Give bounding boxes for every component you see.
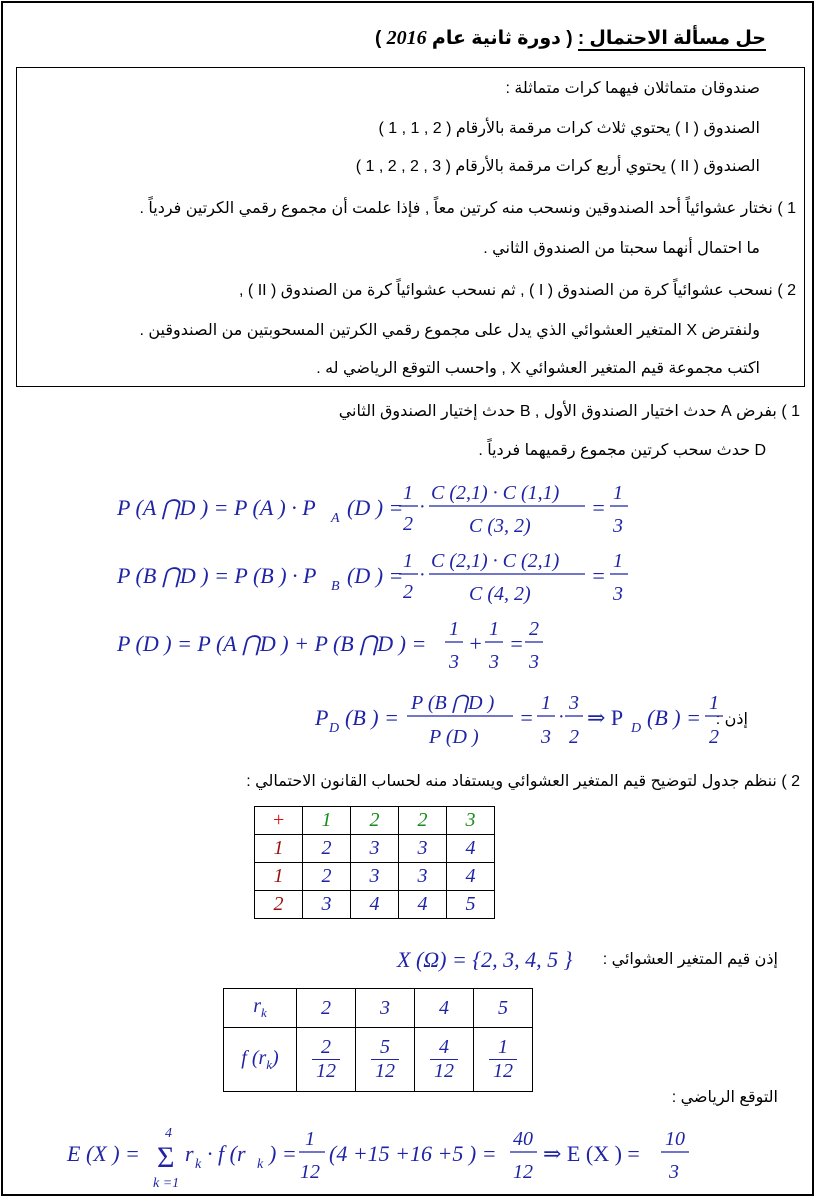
table-cell: 4 <box>415 989 474 1028</box>
eq2-rn: 1 <box>613 550 623 572</box>
eq3-ad: 3 <box>449 651 459 673</box>
eq2-rd: 3 <box>613 583 623 605</box>
distribution-table <box>223 988 533 1092</box>
page-title <box>375 27 766 50</box>
problem-box1: الصندوق ( I ) يحتوي ثلاث كرات مرقمة بالأرقام ( 2 , 1 , 1 ) <box>378 120 760 137</box>
eq4-sub: D <box>329 721 340 736</box>
table-cell: $\frac{2}{12}$ <box>297 1028 356 1092</box>
solution-s2-intro: 2 ) ننظم جدول لتوضيح قيم المتغير العشوائي ويستفاد منه لحساب القانون الاحتمالي : <box>246 773 800 790</box>
eq2-f2d: C (4, 2) <box>469 583 531 605</box>
svg-text:=: = <box>591 563 606 588</box>
eq4-bd: 2 <box>569 726 579 748</box>
expect-f1n: 1 <box>305 1128 315 1150</box>
eq4-impl: ⇒ P <box>587 705 624 730</box>
eq2-sub: B <box>331 579 340 594</box>
eq2-f1d: 2 <box>403 581 413 603</box>
omega-set <box>393 939 613 979</box>
sum-table-header <box>255 807 495 835</box>
eq2-f2n: C (2,1) · C (2,1) <box>431 550 560 572</box>
table-row <box>224 1028 533 1092</box>
eq2-mid: (D ) = <box>347 563 404 588</box>
sum-table <box>254 806 495 919</box>
table-row <box>224 989 533 1028</box>
table-cell: 2 <box>351 807 399 835</box>
problem-box2: الصندوق ( II ) يحتوي أربع كرات مرقمة بالأرقام ( 3 , 2 , 2 , 1 ) <box>355 158 760 175</box>
table-cell: + <box>255 807 303 835</box>
then-label: إذن : <box>715 711 748 728</box>
frk-label: f $(r_k)$ <box>224 1028 297 1092</box>
table-row <box>255 891 495 919</box>
eq4-fd: P (D ) <box>429 726 479 748</box>
eq4-rhs: (B ) = <box>647 705 701 730</box>
svg-text:=: = <box>509 631 524 656</box>
svg-text:=: = <box>591 495 606 520</box>
table-cell: 3 <box>351 863 399 891</box>
table-cell: 3 <box>303 891 351 919</box>
table-row <box>255 863 495 891</box>
eq3-bn: 1 <box>489 618 499 640</box>
page <box>1 1 814 1196</box>
eq4-ad: 3 <box>541 726 551 748</box>
expect-sum: Σ <box>157 1141 175 1174</box>
eq1-lhs: P (A ⋂D ) = P (A ) · P <box>117 495 316 520</box>
table-cell: 1 <box>255 863 303 891</box>
table-row <box>255 835 495 863</box>
table-cell: $\frac{5}{12}$ <box>356 1028 415 1092</box>
svg-text:·: · <box>419 564 426 586</box>
solution-s1-a: 1 ) بفرض A حدث اختيار الصندوق الأول , B حدث إختيار الصندوق الثاني <box>338 403 800 420</box>
eq1-f1d: 2 <box>403 513 413 535</box>
values-label: إذن قيم المتغير العشوائي : <box>602 951 778 968</box>
eq1-rn: 1 <box>613 482 623 504</box>
eq4-bn: 3 <box>569 692 579 714</box>
eq4-rd: 2 <box>709 726 719 748</box>
expect-term: r <box>185 1141 194 1166</box>
eq3-rd: 3 <box>529 651 539 673</box>
table-cell: 4 <box>399 891 447 919</box>
eq4-lhs: (B ) = <box>345 705 399 730</box>
eq3-bd: 3 <box>489 651 499 673</box>
svg-text:=: = <box>519 705 534 730</box>
eq4-rn: 1 <box>709 692 719 714</box>
table-cell: 4 <box>351 891 399 919</box>
expect-rn: 10 <box>665 1128 685 1150</box>
eq2-lhs: P (B ⋂D ) = P (B ) · P <box>117 563 317 588</box>
table-cell: $\frac{1}{12}$ <box>474 1028 533 1092</box>
equation-4 <box>311 683 731 753</box>
expect-termsub: k <box>195 1157 202 1172</box>
omega-text: X (Ω) = {2, 3, 4, 5 } <box>397 947 573 972</box>
eq1-sub: A <box>331 511 340 526</box>
table-cell: 5 <box>447 891 495 919</box>
table-cell: 2 <box>255 891 303 919</box>
eq1-f1n: 1 <box>403 482 413 504</box>
table-cell: 2 <box>297 989 356 1028</box>
expect-label: التوقع الرياضي : <box>671 1089 778 1106</box>
title-main: حل مسألة الاحتمال : <box>577 28 766 49</box>
expect-fsub: k <box>257 1157 264 1172</box>
table-cell: 1 <box>255 835 303 863</box>
table-cell: 3 <box>399 835 447 863</box>
eq1-rd: 3 <box>613 515 623 537</box>
table-cell: 5 <box>474 989 533 1028</box>
title-close: ) <box>375 28 382 49</box>
table-cell: 4 <box>447 863 495 891</box>
eq1-f2d: C (3, 2) <box>469 515 531 537</box>
table-cell: 3 <box>351 835 399 863</box>
eq4-sub2: D <box>631 721 642 736</box>
eq4-fn: P (B ⋂D ) <box>411 692 495 714</box>
title-session: ( دورة ثانية عام <box>431 28 573 49</box>
svg-text:+: + <box>468 631 483 656</box>
eq1-f2n: C (2,1) · C (1,1) <box>431 482 560 504</box>
title-year: 2016 <box>386 27 427 49</box>
eq3-an: 1 <box>449 618 459 640</box>
eq4-p: P <box>315 705 329 730</box>
problem-box <box>16 67 805 387</box>
expect-f1d: 12 <box>300 1161 320 1183</box>
expect-paren: (4 +15 +16 +5 ) = <box>329 1141 497 1166</box>
problem-intro: صندوقان متماثلان فيهما كرات متماثلة : <box>505 80 760 97</box>
problem-q2-b: ولنفترض X المتغير العشوائي الذي يدل على مجموع رقمي الكرتين المسحوبتين من الصندوقين . <box>139 322 760 339</box>
table-cell: 2 <box>303 835 351 863</box>
eq4-an: 1 <box>541 692 551 714</box>
expect-impl: ⇒ E (X ) = <box>543 1141 640 1166</box>
table-cell: 4 <box>447 835 495 863</box>
expectation-equation <box>63 1117 703 1193</box>
expect-dot: · f (r <box>207 1141 246 1166</box>
table-cell: 3 <box>399 863 447 891</box>
solution-s1-b: D حدث سحب كرتين مجموع رقميهما فردياً . <box>478 442 766 459</box>
expect-f2d: 12 <box>513 1161 533 1183</box>
problem-q2-a: 2 ) نسحب عشوائياً كرة من الصندوق ( I ) , ثم نسحب عشوائياً كرة من الصندوق ( II ) , <box>239 282 796 299</box>
problem-q1-b: ما احتمال أنهما سحبتا من الصندوق الثاني . <box>483 240 760 257</box>
svg-text:·: · <box>558 706 565 728</box>
equation-3 <box>113 611 573 677</box>
table-cell: 3 <box>447 807 495 835</box>
expect-f2n: 40 <box>513 1128 533 1150</box>
table-cell: 3 <box>356 989 415 1028</box>
equation-1 <box>113 475 653 541</box>
expect-close: ) = <box>269 1141 297 1166</box>
table-cell: 1 <box>303 807 351 835</box>
expect-rd: 3 <box>669 1161 679 1183</box>
expect-bottom: k =1 <box>153 1176 180 1191</box>
eq2-f1n: 1 <box>403 550 413 572</box>
equation-2 <box>113 543 653 609</box>
eq1-mid: (D ) = <box>347 495 404 520</box>
table-cell: 2 <box>399 807 447 835</box>
table-cell: $\frac{4}{12}$ <box>415 1028 474 1092</box>
expect-top: 4 <box>165 1126 172 1141</box>
rk-label: $r_k$ <box>224 989 297 1028</box>
expect-lhs: E (X ) = <box>67 1141 140 1166</box>
table-cell: 2 <box>303 863 351 891</box>
svg-text:·: · <box>419 496 426 518</box>
problem-q1-a: 1 ) نختار عشوائياً أحد الصندوقين ونسحب منه كرتين معاً , فإذا علمت أن مجموع رقمي الكرتين فردياً . <box>139 200 796 217</box>
eq3-rn: 2 <box>529 618 539 640</box>
problem-q2-c: اكتب مجموعة قيم المتغير العشوائي X , واحسب التوقع الرياضي له . <box>316 360 760 377</box>
eq3-lhs: P (D ) = P (A ⋂D ) + P (B ⋂D ) = <box>117 631 427 656</box>
